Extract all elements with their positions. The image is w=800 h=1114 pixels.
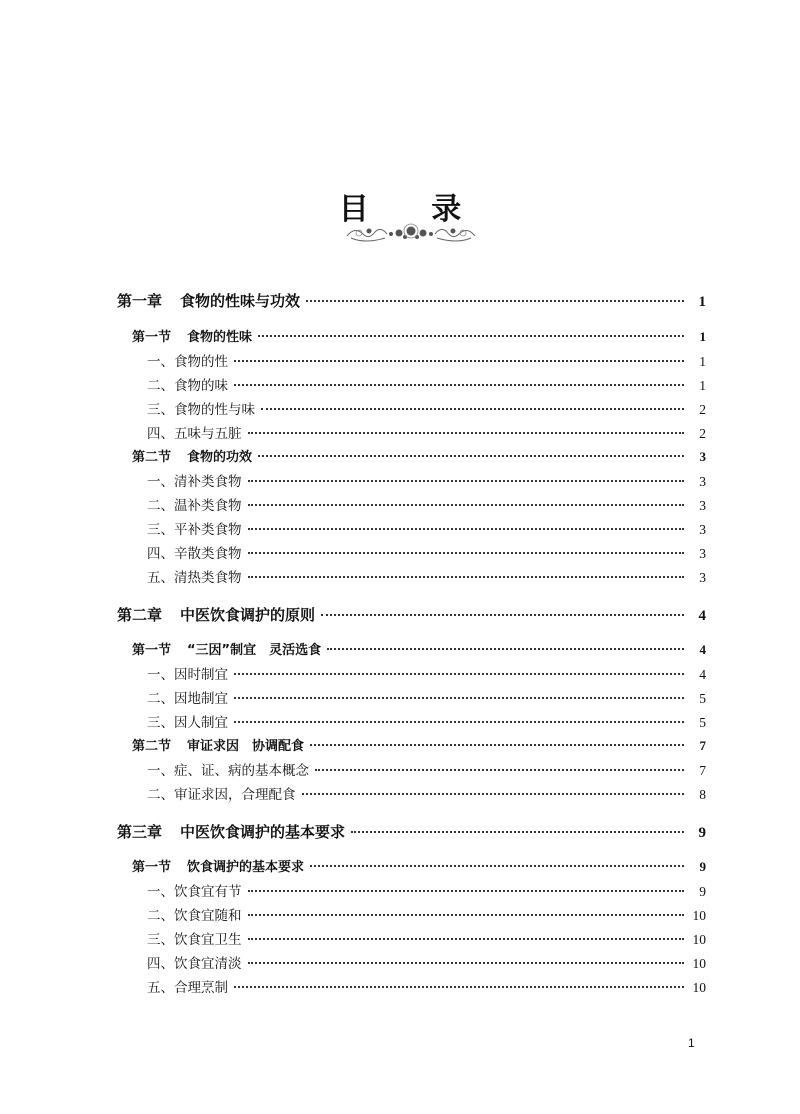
leader-dots — [261, 395, 684, 411]
page-ref: 8 — [699, 787, 706, 802]
page-ref: 10 — [692, 908, 706, 923]
toc-item-entry[interactable]: 四、辛散类食物 3 — [117, 542, 706, 562]
leader-dots — [248, 949, 685, 965]
page-ref: 9 — [699, 859, 706, 874]
page-ref: 4 — [699, 667, 706, 682]
leader-dots — [310, 731, 684, 746]
toc-item-entry[interactable]: 一、因时制宜 4 — [117, 663, 706, 683]
leader-dots — [234, 708, 684, 724]
toc-item-entry[interactable]: 一、症、证、病的基本概念 7 — [117, 759, 706, 779]
toc-section-entry[interactable]: 第一节 饮食调护的基本要求 9 — [117, 856, 706, 875]
leader-dots — [327, 635, 684, 650]
toc-chapter-entry[interactable]: 第一章 食物的性味与功效 1 — [117, 289, 706, 311]
decorative-ornament — [345, 222, 477, 244]
page-ref: 4 — [699, 642, 706, 657]
toc-chapter-entry[interactable]: 第二章 中医饮食调护的原则 4 — [117, 603, 706, 625]
leader-dots — [248, 491, 685, 507]
page-ref: 1 — [699, 354, 706, 369]
page-ref: 7 — [699, 738, 706, 753]
leader-dots — [234, 371, 684, 387]
leader-dots — [258, 322, 684, 337]
leader-dots — [248, 467, 685, 483]
page-title: 目 录 — [338, 192, 488, 227]
page-ref: 2 — [699, 402, 706, 417]
toc-item-entry[interactable]: 三、食物的性与味 2 — [117, 398, 706, 418]
toc-item-entry[interactable]: 一、清补类食物 3 — [117, 470, 706, 490]
leader-dots — [248, 901, 685, 917]
page-ref: 4 — [698, 608, 706, 624]
toc-item-entry[interactable]: 三、饮食宜卫生 10 — [117, 928, 706, 948]
toc-item-entry[interactable]: 一、食物的性 1 — [117, 350, 706, 370]
page-ref: 5 — [699, 715, 706, 730]
leader-dots — [315, 756, 684, 772]
leader-dots — [234, 684, 684, 700]
page-ref: 10 — [692, 980, 706, 995]
page-ref: 3 — [699, 449, 706, 464]
toc-item-entry[interactable]: 四、饮食宜清淡 10 — [117, 952, 706, 972]
leader-dots — [248, 539, 685, 555]
toc-item-entry[interactable]: 四、五味与五脏 2 — [117, 422, 706, 442]
toc-item-entry[interactable]: 一、饮食宜有节 9 — [117, 880, 706, 900]
page-number: 1 — [688, 1036, 695, 1050]
leader-dots — [258, 442, 684, 457]
page-ref: 7 — [699, 763, 706, 778]
page-ref: 1 — [699, 329, 706, 344]
leader-dots — [302, 780, 685, 796]
toc-section-entry[interactable]: 第二节 食物的功效 3 — [117, 446, 706, 465]
leader-dots — [234, 973, 684, 989]
leader-dots — [306, 285, 684, 302]
leader-dots — [234, 660, 684, 676]
leader-dots — [248, 877, 685, 893]
toc-item-entry[interactable]: 五、合理烹制 10 — [117, 976, 706, 996]
page-ref: 9 — [699, 884, 706, 899]
page-ref: 5 — [699, 691, 706, 706]
page-ref: 3 — [699, 522, 706, 537]
toc-section-entry[interactable]: 第一节 食物的性味 1 — [117, 326, 706, 345]
page-ref: 3 — [699, 546, 706, 561]
page-ref: 3 — [699, 498, 706, 513]
page-ref: 3 — [699, 474, 706, 489]
page-ref: 10 — [692, 932, 706, 947]
toc-section-entry[interactable]: 第二节 审证求因 协调配食 7 — [117, 735, 706, 754]
leader-dots — [248, 419, 685, 435]
toc-item-entry[interactable]: 三、平补类食物 3 — [117, 518, 706, 538]
toc-item-entry[interactable]: 二、因地制宜 5 — [117, 687, 706, 707]
page-ref: 3 — [699, 570, 706, 585]
page-ref: 1 — [699, 378, 706, 393]
leader-dots — [310, 852, 684, 867]
leader-dots — [248, 515, 685, 531]
page-ref: 9 — [698, 825, 706, 841]
toc-item-entry[interactable]: 二、审证求因，合理配食 8 — [117, 783, 706, 803]
leader-dots — [234, 347, 684, 363]
page-ref: 1 — [698, 294, 706, 310]
leader-dots — [248, 925, 685, 941]
page-ref: 2 — [699, 426, 706, 441]
toc-item-entry[interactable]: 二、温补类食物 3 — [117, 494, 706, 514]
leader-dots — [321, 599, 684, 616]
toc-section-entry[interactable]: 第一节 “三因”制宜 灵活选食 4 — [117, 639, 706, 658]
page-ref: 10 — [692, 956, 706, 971]
toc-item-entry[interactable]: 五、清热类食物 3 — [117, 566, 706, 586]
toc-item-entry[interactable]: 二、饮食宜随和 10 — [117, 904, 706, 924]
toc-item-entry[interactable]: 三、因人制宜 5 — [117, 711, 706, 731]
leader-dots — [248, 563, 685, 579]
toc-item-entry[interactable]: 二、食物的味 1 — [117, 374, 706, 394]
leader-dots — [351, 816, 684, 833]
toc-chapter-entry[interactable]: 第三章 中医饮食调护的基本要求 9 — [117, 820, 706, 842]
